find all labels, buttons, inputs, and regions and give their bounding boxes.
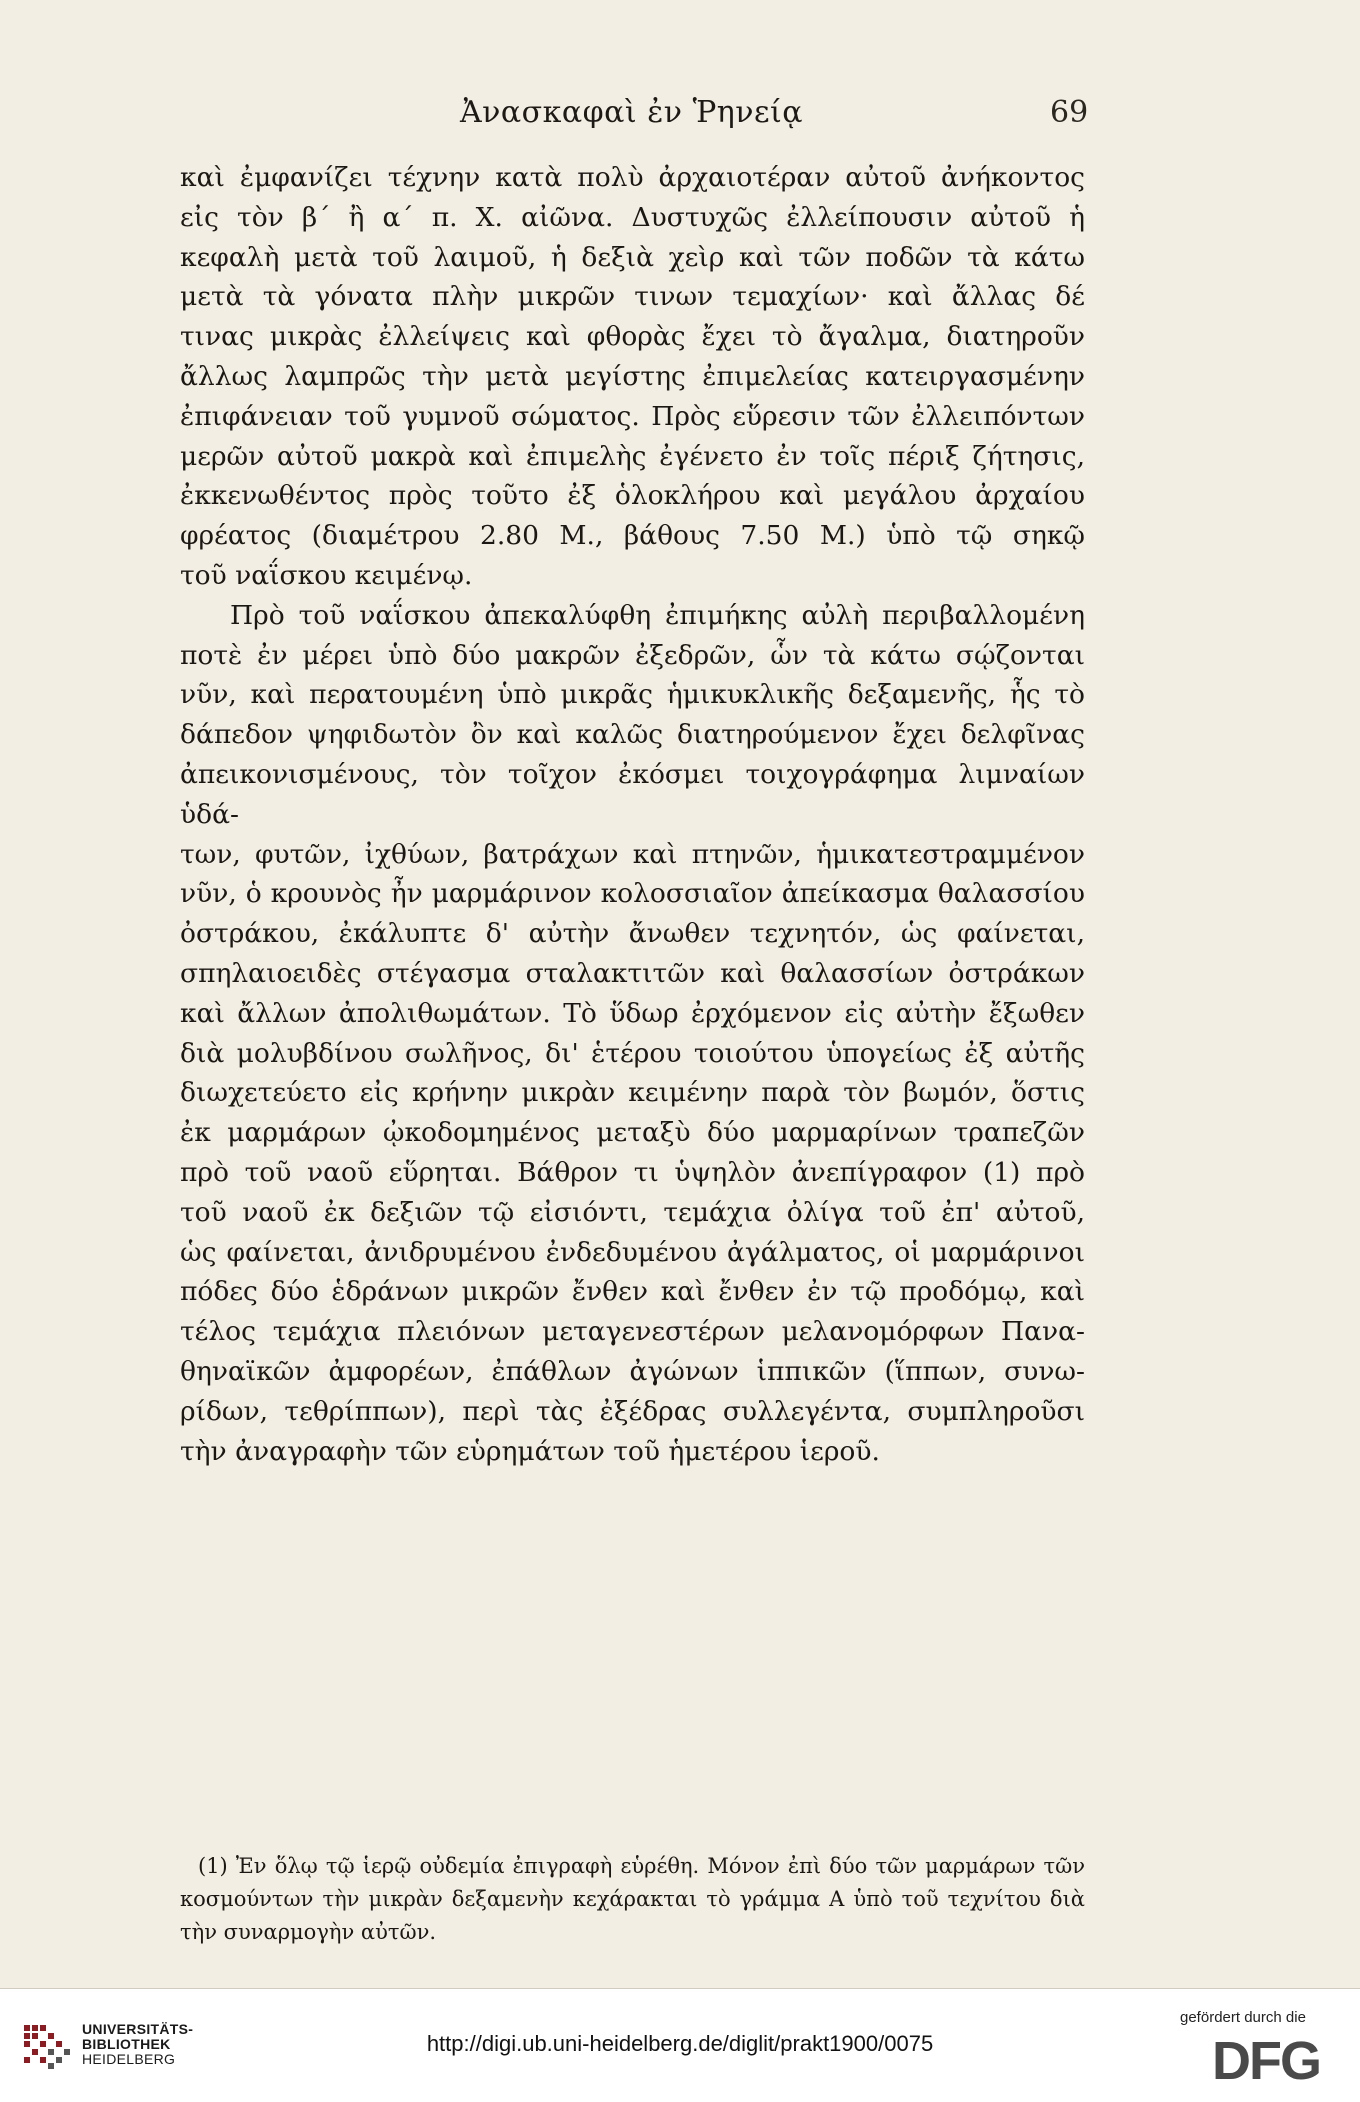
text-line: ἄλλως λαμπρῶς τὴν μετὰ μεγίστης ἐπιμελείας κατειργασμένην <box>180 360 1085 392</box>
page-number: 69 <box>1050 95 1089 130</box>
funding-note: gefördert durch die <box>1180 2009 1306 2026</box>
text-line: πρὸ τοῦ ναοῦ εὕρηται. Βάθρον τι ὑψηλὸν ἀνεπίγραφον (1) πρὸ <box>180 1156 1085 1188</box>
text-line: ὀστράκου, ἐκάλυπτε δ' αὐτὴν ἄνωθεν τεχνητόν, ὡς φαίνεται, <box>180 918 1085 950</box>
text-line: πόδες δύο ἑδράνων μικρῶν ἔνθεν καὶ ἔνθεν ἐν τῷ προδόμῳ, καὶ <box>180 1276 1085 1308</box>
text-line: δάπεδον ψηφιδωτὸν ὂν καὶ καλῶς διατηρούμενον ἔχει δελφῖνας <box>180 719 1085 751</box>
text-line: κεφαλὴ μετὰ τοῦ λαιμοῦ, ἡ δεξιὰ χεὶρ καὶ τῶν ποδῶν τὰ κάτω <box>180 241 1085 273</box>
text-line: διωχετεύετο εἰς κρήνην μικρὰν κειμένην παρὰ τὸν βωμόν, ὅστις <box>180 1077 1085 1109</box>
footnote-text: (1) Ἐν ὅλῳ τῷ ἱερῷ οὐδεμία ἐπιγραφὴ εὑρέθη. Μόνον ἐπὶ δύο τῶν μαρμάρων τῶν κοσμούντων τὴν μικρὰν δεξαμενὴν κεχάρακται τὸ γράμμα Α ὑπὸ τοῦ τεχνίτου διὰ τὴν συναρμογὴν αὐτῶν. <box>180 1854 1085 1944</box>
library-line-1: UNIVERSITÄTS- <box>82 2021 194 2037</box>
text-line: μερῶν αὐτοῦ μακρὰ καὶ ἐπιμελὴς ἐγένετο ἐν τοῖς πέριξ ζήτησις, <box>180 440 1085 472</box>
text-line: τοῦ ναοῦ ἐκ δεξιῶν τῷ εἰσιόντι, τεμάχια ὀλίγα τοῦ ἐπ' αὐτοῦ, <box>180 1196 1085 1228</box>
body-text <box>180 158 1085 1471</box>
text-line: Πρὸ τοῦ ναΐσκου ἀπεκαλύφθη ἐπιμήκης αὐλὴ περιβαλλομένη <box>230 599 1085 631</box>
text-line: ἀπεικονισμένους, τὸν τοῖχον ἐκόσμει τοιχογράφημα λιμναίων ὑδά- <box>180 758 1085 830</box>
text-line: ὡς φαίνεται, ἀνιδρυμένου ἐνδεδυμένου ἀγάλματος, οἱ μαρμάρινοι <box>180 1236 1085 1268</box>
library-line-2: BIBLIOTHEK <box>82 2036 171 2052</box>
text-line: των, φυτῶν, ἰχθύων, βατράχων καὶ πτηνῶν, ἡμικατεστραμμένον <box>180 838 1085 870</box>
text-line: σπηλαιοειδὲς στέγασμα σταλακτιτῶν καὶ θαλασσίων ὀστράκων <box>180 957 1085 989</box>
text-line: νῦν, καὶ περατουμένη ὑπὸ μικρᾶς ἡμικυκλικῆς δεξαμενῆς, ἧς τὸ <box>180 679 1085 711</box>
library-line-3: HEIDELBERG <box>82 2051 176 2067</box>
page-header <box>0 95 1360 135</box>
text-line: νῦν, ὁ κρουνὸς ἦν μαρμάρινον κολοσσιαῖον ἀπείκασμα θαλασσίου <box>180 878 1085 910</box>
text-line: καὶ ἐμφανίζει τέχνην κατὰ πολὺ ἀρχαιοτέραν αὐτοῦ ἀνήκοντος <box>180 162 1085 193</box>
text-line: ρίδων, τεθρίππων), περὶ τὰς ἐξέδρας συλλεγέντα, συμπληροῦσι <box>180 1395 1085 1427</box>
dfg-logo-text: DFG <box>1212 2033 1320 2083</box>
text-line: μετὰ τὰ γόνατα πλὴν μικρῶν τινων τεμαχίων· καὶ ἄλλας δέ <box>180 281 1085 313</box>
text-line: ποτὲ ἐν μέρει ὑπὸ δύο μακρῶν ἐξεδρῶν, ὧν τὰ κάτω σῴζονται <box>180 639 1085 671</box>
text-line: θηναϊκῶν ἀμφορέων, ἐπάθλων ἀγώνων ἱππικῶν (ἵππων, συνω- <box>180 1355 1085 1387</box>
text-line: τοῦ ναΐσκου κειμένῳ. <box>180 559 473 591</box>
text-line: διὰ μολυβδίνου σωλῆνος, δι' ἑτέρου τοιούτου ὑπογείως ἐξ αὐτῆς <box>180 1037 1085 1069</box>
text-line: τινας μικρὰς ἐλλείψεις καὶ φθορὰς ἔχει τὸ ἄγαλμα, διατηροῦν <box>180 321 1085 353</box>
source-url-link[interactable]: http://digi.ub.uni-heidelberg.de/diglit/prakt1900/0075 <box>426 2031 934 2056</box>
text-line: ἐκ μαρμάρων ᾠκοδομημένος μεταξὺ δύο μαρμαρίνων τραπεζῶν <box>180 1117 1085 1149</box>
text-line: ἐκκενωθέντος πρὸς τοῦτο ἐξ ὁλοκλήρου καὶ μεγάλου ἀρχαίου <box>180 480 1085 512</box>
text-line: τέλος τεμάχια πλειόνων μεταγενεστέρων μελανομόρφων Πανα- <box>180 1316 1085 1348</box>
text-line: καὶ ἄλλων ἀπολιθωμάτων. Τὸ ὕδωρ ἐρχόμενον εἰς αὐτὴν ἔξωθεν <box>180 997 1085 1029</box>
text-line: φρέατος (διαμέτρου 2.80 Μ., βάθους 7.50 Μ.) ὑπὸ τῷ σηκῷ <box>180 520 1085 552</box>
dfg-logo-icon <box>1212 2033 1340 2083</box>
footer-bar <box>0 1988 1360 2102</box>
footnote <box>180 1850 1085 1949</box>
text-line: ἐπιφάνειαν τοῦ γυμνοῦ σώματος. Πρὸς εὕρεσιν τῶν ἐλλειπόντων <box>180 400 1085 432</box>
running-title: Ἀνασκαφαὶ ἐν Ῥηνείᾳ <box>460 95 804 130</box>
text-line: τὴν ἀναγραφὴν τῶν εὑρημάτων τοῦ ἡμετέρου ἱεροῦ. <box>180 1435 880 1467</box>
text-line: εἰς τὸν β΄ ἢ α΄ π. Χ. αἰῶνα. Δυστυχῶς ἐλλείπουσιν αὐτοῦ ἡ <box>180 201 1085 233</box>
